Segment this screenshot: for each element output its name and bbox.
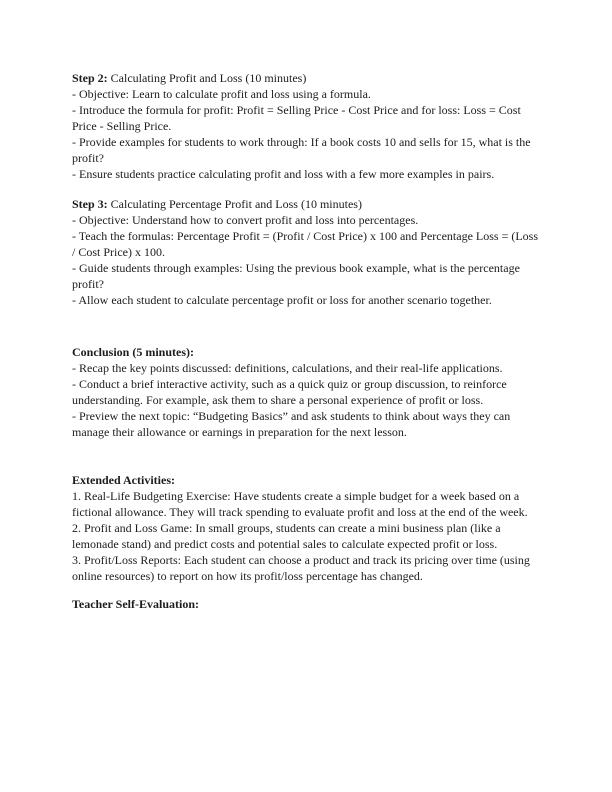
section-extended-activities — [72, 472, 544, 584]
text-line — [72, 504, 544, 520]
line-text: - Objective: Learn to calculate profit and loss using a formula. — [72, 87, 371, 101]
line-text: lemonade stand) and predict costs and potential sales to calculate expected profit or loss. — [72, 537, 498, 551]
text-line — [72, 292, 544, 308]
line-text: fictional allowance. They will track spending to evaluate profit and loss at the end of the week. — [72, 505, 528, 519]
text-line — [72, 212, 544, 228]
text-line — [72, 360, 544, 376]
line-text: - Objective: Understand how to convert profit and loss into percentages. — [72, 213, 419, 227]
text-line — [72, 488, 544, 504]
line-text: - Teach the formulas: Percentage Profit = (Profit / Cost Price) x 100 and Percentage Loss = (Loss — [72, 229, 539, 243]
section-teacher-self-evaluation — [72, 596, 544, 612]
line-text: - Conduct a brief interactive activity, such as a quick quiz or group discussion, to reinforce — [72, 377, 507, 391]
heading-bold-text: Step 3: — [72, 197, 108, 211]
text-line — [72, 196, 544, 212]
line-text: online resources) to report on how its profit/loss percentage has changed. — [72, 569, 423, 583]
line-text: - Provide examples for students to work through: If a book costs 10 and sells for 15, what is the — [72, 135, 531, 149]
text-line — [72, 472, 544, 488]
line-text: manage their allowance or earnings in preparation for the next lesson. — [72, 425, 407, 439]
text-line — [72, 520, 544, 536]
text-line — [72, 228, 544, 244]
text-line — [72, 86, 544, 102]
text-line — [72, 118, 544, 134]
text-line — [72, 166, 544, 182]
heading-bold-text: Step 2: — [72, 71, 108, 85]
line-text: Calculating Profit and Loss (10 minutes) — [107, 71, 307, 85]
text-line — [72, 70, 544, 86]
text-line — [72, 536, 544, 552]
section-step-3 — [72, 196, 544, 308]
line-text: 1. Real-Life Budgeting Exercise: Have students create a simple budget for a week based on a — [72, 489, 520, 503]
heading-bold-text: Teacher Self-Evaluation: — [72, 597, 200, 611]
line-text: - Guide students through examples: Using the previous book example, what is the percentage — [72, 261, 520, 275]
text-line — [72, 150, 544, 166]
line-text: profit? — [72, 277, 104, 291]
text-line — [72, 134, 544, 150]
line-text: 2. Profit and Loss Game: In small groups, students can create a mini business plan (like a — [72, 521, 501, 535]
heading-bold-text: Extended Activities: — [72, 473, 175, 487]
section-conclusion — [72, 344, 544, 440]
text-line — [72, 552, 544, 568]
line-text: - Allow each student to calculate percentage profit or loss for another scenario together. — [72, 293, 492, 307]
line-text: - Recap the key points discussed: definitions, calculations, and their real-life applications. — [72, 361, 503, 375]
line-text: - Preview the next topic: “Budgeting Basics” and ask students to think about ways they can — [72, 409, 511, 423]
text-line — [72, 344, 544, 360]
text-line — [72, 424, 544, 440]
text-line — [72, 376, 544, 392]
line-text: 3. Profit/Loss Reports: Each student can choose a product and track its pricing over time (using — [72, 553, 530, 567]
line-text: profit? — [72, 151, 104, 165]
line-text: - Ensure students practice calculating profit and loss with a few more examples in pairs. — [72, 167, 495, 181]
text-line — [72, 408, 544, 424]
text-line — [72, 568, 544, 584]
heading-bold-text: Conclusion (5 minutes): — [72, 345, 195, 359]
line-text: understanding. For example, ask them to share a personal experience of profit or loss. — [72, 393, 484, 407]
text-line — [72, 392, 544, 408]
line-text: / Cost Price) x 100. — [72, 245, 165, 259]
text-line — [72, 244, 544, 260]
text-line — [72, 260, 544, 276]
text-line — [72, 276, 544, 292]
line-text: Price - Selling Price. — [72, 119, 172, 133]
text-line — [72, 596, 544, 612]
section-step-2 — [72, 70, 544, 182]
text-line — [72, 102, 544, 118]
line-text: Calculating Percentage Profit and Loss (10 minutes) — [107, 197, 362, 211]
line-text: - Introduce the formula for profit: Profit = Selling Price - Cost Price and for loss: Loss = Cost — [72, 103, 521, 117]
